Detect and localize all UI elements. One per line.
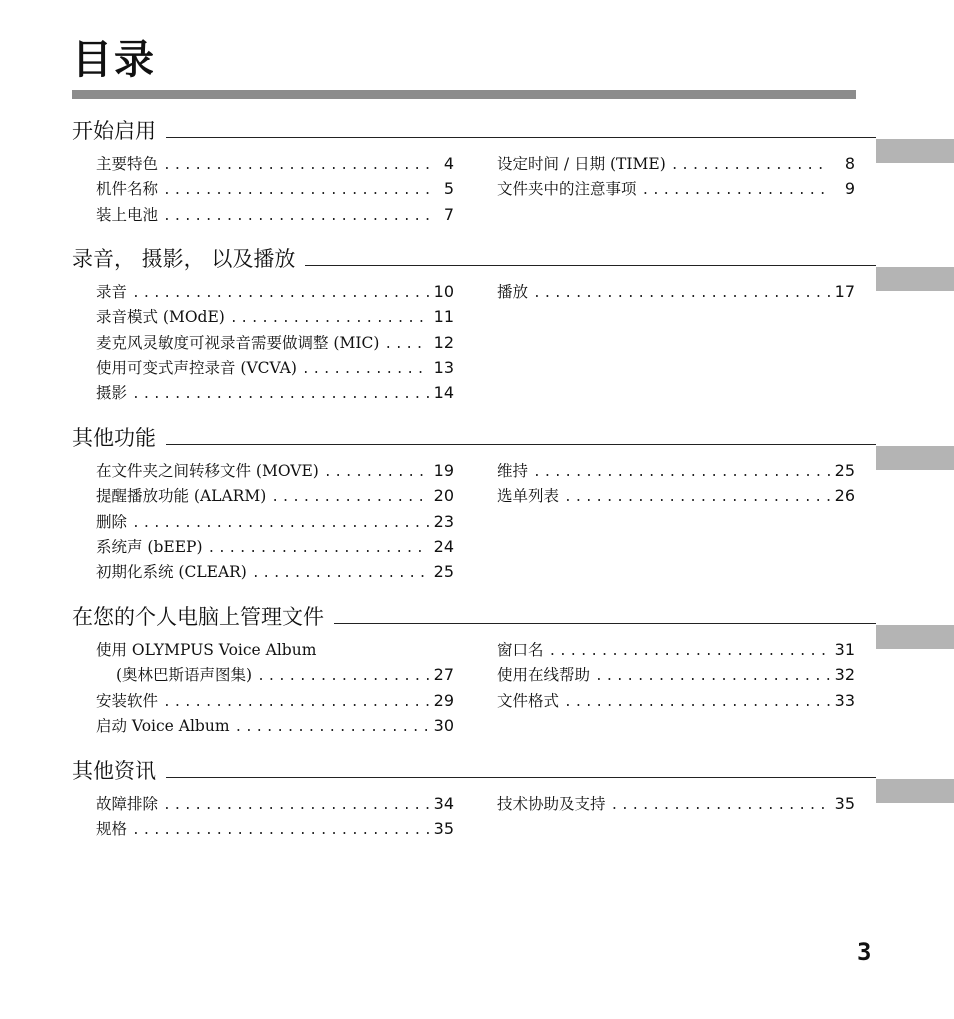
page-ref: 35: [834, 794, 855, 813]
toc-entry[interactable]: 提醒播放功能 (ALARM) ..... 20: [96, 484, 454, 509]
section-getting-started: [72, 118, 876, 224]
toc-entry[interactable]: 维持 ..... 25: [497, 459, 855, 484]
toc-entry[interactable]: 选单列表 ..... 26: [497, 484, 855, 509]
toc-entry[interactable]: 设定时间 / 日期 (TIME) ..... 8: [497, 152, 855, 177]
toc-entry[interactable]: 初期化系统 (CLEAR) ..... 25: [96, 560, 454, 585]
toc-entry[interactable]: (奥林巴斯语声图集) ..... 27: [96, 663, 454, 688]
toc-column-left: [96, 792, 454, 843]
page-title: 目录: [72, 37, 156, 83]
section-pc-management: [72, 604, 876, 735]
page-ref: 8: [844, 154, 855, 173]
section-tab: [876, 625, 954, 649]
page-ref: 24: [433, 536, 454, 556]
title-rule: [72, 90, 856, 99]
page-ref: 5: [443, 179, 454, 199]
page-ref: 32: [834, 665, 855, 685]
toc-entry[interactable]: 安装软件 ..... 29: [96, 689, 454, 714]
toc-column-left: [96, 459, 454, 585]
toc-column-right: [497, 638, 855, 714]
page-ref: 4: [443, 154, 454, 173]
toc-entry[interactable]: 窗口名 ..... 31: [497, 638, 855, 663]
toc-column-right: [497, 459, 855, 510]
toc-column-right: [497, 280, 855, 305]
page-ref: 9: [844, 179, 855, 199]
page-ref: 23: [433, 511, 454, 531]
section-tab: [876, 139, 954, 163]
page-ref: 26: [834, 486, 855, 506]
toc-column-left: [96, 280, 454, 406]
section-title: 其他功能: [72, 425, 166, 451]
page-ref: 25: [834, 461, 855, 480]
toc-entry[interactable]: 机件名称 ..... 5: [96, 177, 454, 202]
section-other-functions: [72, 425, 876, 582]
toc-entry[interactable]: 使用可变式声控录音 (VCVA) ..... 13: [96, 356, 454, 381]
toc-column-left: [96, 638, 454, 739]
section-other-info: [72, 758, 876, 839]
toc-entry[interactable]: 播放 ..... 17: [497, 280, 855, 305]
page-ref: 14: [433, 383, 454, 403]
page-ref: 25: [433, 562, 454, 582]
section-header: [72, 246, 876, 274]
toc-entry[interactable]: 文件格式 ..... 33: [497, 689, 855, 714]
page-ref: 13: [433, 357, 454, 377]
page-ref: 35: [433, 819, 454, 839]
section-header: [72, 758, 876, 786]
page-ref: 12: [433, 332, 454, 352]
page-ref: 7: [443, 204, 454, 224]
toc-entry[interactable]: 使用 OLYMPUS Voice Album: [96, 641, 317, 659]
section-title: 开始启用: [72, 118, 166, 144]
toc-entry[interactable]: 文件夹中的注意事项 ..... 9: [497, 177, 855, 202]
section-title: 其他资讯: [72, 758, 166, 784]
section-record-play: [72, 246, 876, 403]
section-rule: [72, 777, 876, 778]
toc-entry[interactable]: 麦克风灵敏度可视录音需要做调整 (MIC) ..... 12: [96, 331, 454, 356]
toc-entry[interactable]: 录音模式 (MOdE) ..... 11: [96, 305, 454, 330]
toc-entry[interactable]: 规格 ..... 35: [96, 817, 454, 842]
page-ref: 29: [433, 690, 454, 710]
toc-entry[interactable]: 系统声 (bEEP) ..... 24: [96, 535, 454, 560]
toc-column-right: [497, 792, 855, 817]
section-header: [72, 425, 876, 453]
section-tab: [876, 446, 954, 470]
toc-entry[interactable]: 技术协助及支持 ..... 35: [497, 792, 855, 817]
section-header: [72, 604, 876, 632]
section-rule: [72, 137, 876, 138]
page-ref: 17: [834, 282, 855, 301]
page-number: 3: [857, 938, 872, 966]
toc-column-right: [497, 152, 855, 203]
page-ref: 31: [834, 640, 855, 659]
section-tab: [876, 267, 954, 291]
toc-entry[interactable]: 装上电池 ..... 7: [96, 203, 454, 228]
toc-entry[interactable]: 主要特色 ..... 4: [96, 152, 454, 177]
page-ref: 20: [433, 486, 454, 506]
toc-entry[interactable]: 故障排除 ..... 34: [96, 792, 454, 817]
toc-entry[interactable]: 在文件夹之间转移文件 (MOVE) ..... 19: [96, 459, 454, 484]
section-rule: [72, 444, 876, 445]
toc-entry[interactable]: 删除 ..... 23: [96, 510, 454, 535]
toc-entry[interactable]: 启动 Voice Album ..... 30: [96, 714, 454, 739]
toc-column-left: [96, 152, 454, 228]
toc-entry[interactable]: 使用在线帮助 ..... 32: [497, 663, 855, 688]
section-tab: [876, 779, 954, 803]
section-header: [72, 118, 876, 146]
section-title: 在您的个人电脑上管理文件: [72, 604, 334, 630]
section-title: 录音， 摄影， 以及播放: [72, 246, 305, 272]
page-ref: 33: [834, 690, 855, 710]
page-ref: 34: [433, 794, 454, 813]
page-ref: 30: [433, 715, 454, 735]
toc-entry[interactable]: 摄影 ..... 14: [96, 381, 454, 406]
page-ref: 11: [433, 307, 454, 327]
page-ref: 10: [433, 282, 454, 301]
toc-entry[interactable]: 录音 ..... 10: [96, 280, 454, 305]
page-ref: 27: [433, 665, 454, 685]
page-ref: 19: [433, 461, 454, 480]
